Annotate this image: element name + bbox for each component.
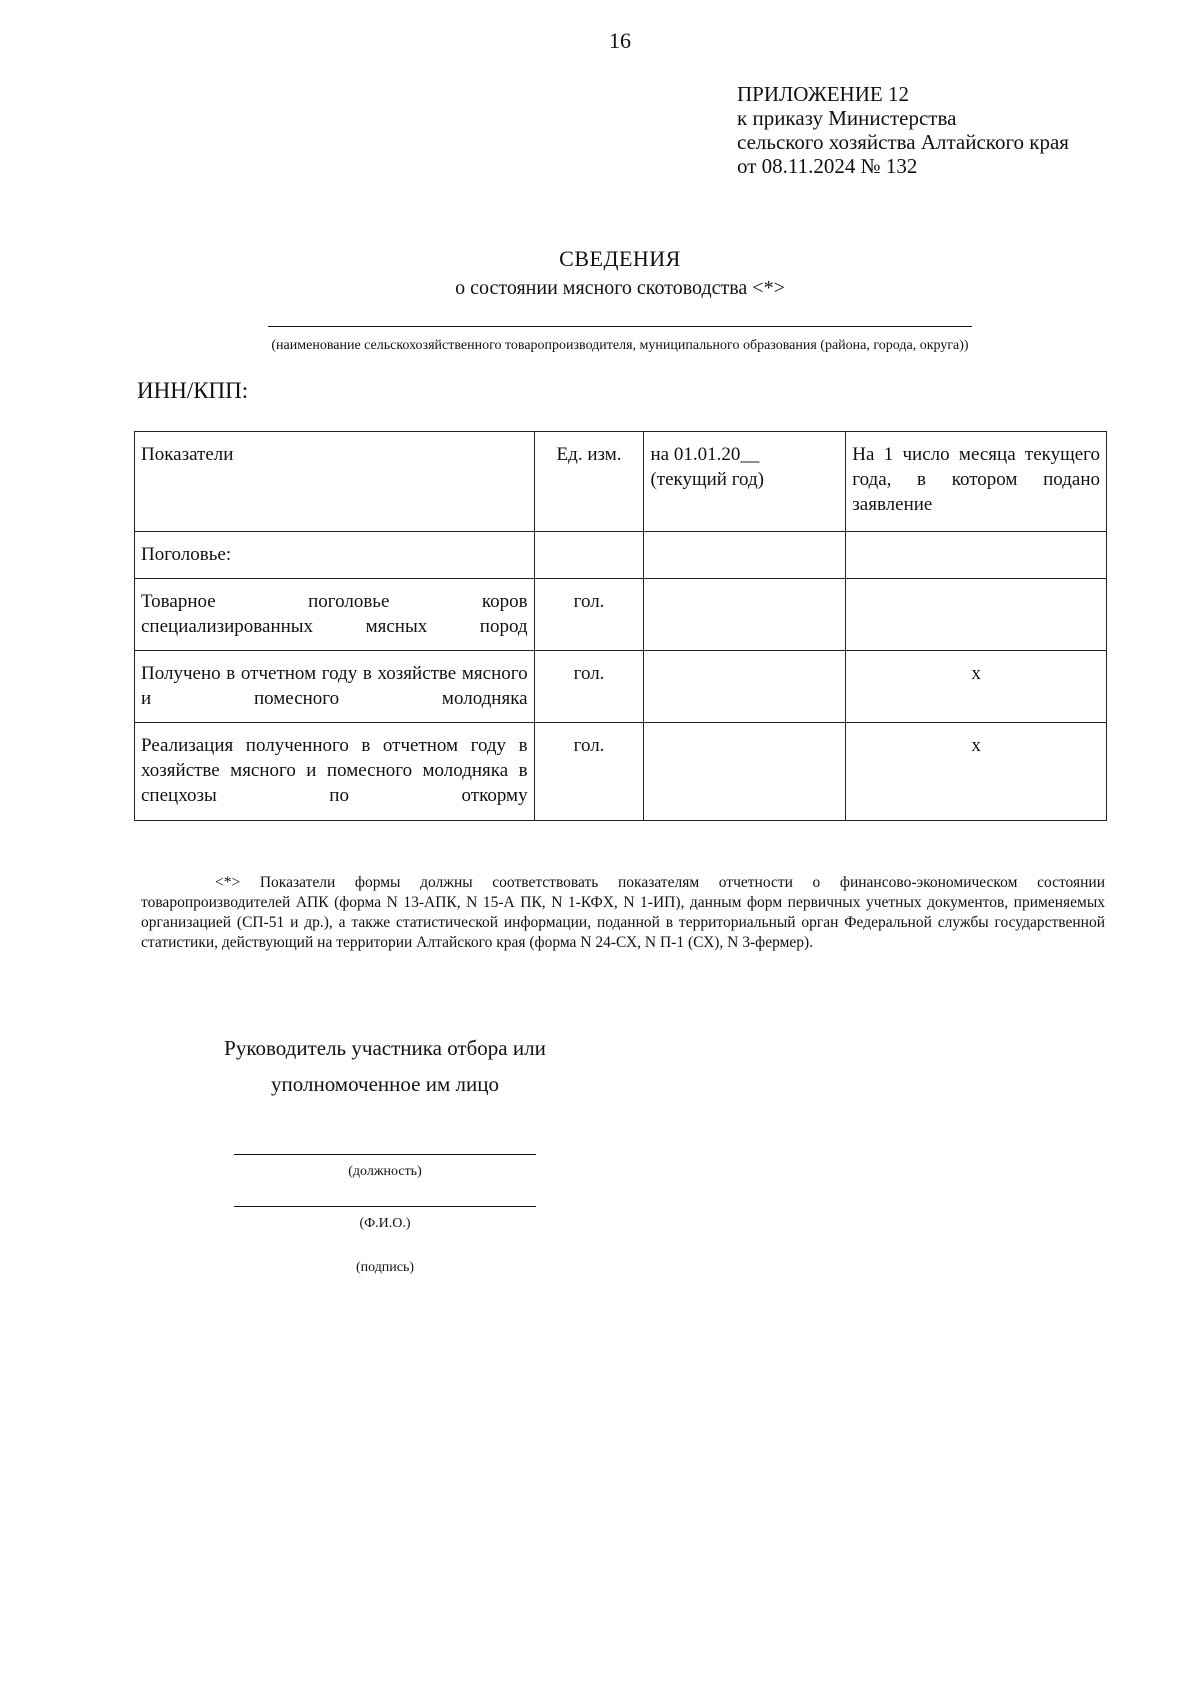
row-indicator: Реализация полученного в отчетном году в хозяйстве мясного и помесного молодняка в спецхозы по откорму (135, 723, 535, 821)
table-row (135, 723, 1107, 821)
row-unit: гол. (534, 579, 644, 651)
document-title: СВЕДЕНИЯ (559, 246, 681, 271)
document-subtitle: о состоянии мясного скотоводства <*> (455, 277, 785, 299)
appendix-order-line: к приказу Министерства (737, 106, 957, 130)
table-row (135, 579, 1107, 651)
header-current-month: На 1 число месяца текущего года, в котором подано заявление (846, 432, 1107, 532)
row-current-month-cell: x (846, 723, 1107, 821)
appendix-title: ПРИЛОЖЕНИЕ 12 (737, 82, 909, 106)
table-row (135, 532, 1107, 579)
signer-heading-line-2: уполномоченное им лицо (271, 1072, 499, 1096)
row-current-month-cell: x (846, 651, 1107, 723)
table-header-row (135, 432, 1107, 532)
row-start-of-year-cell[interactable] (644, 532, 846, 579)
row-current-month-cell[interactable] (846, 532, 1107, 579)
producer-name-caption: (наименование сельскохозяйственного товаропроизводителя, муниципального образования (района, города, округа)) (271, 338, 969, 353)
inn-kpp-label: ИНН/КПП: (137, 378, 249, 403)
row-indicator: Поголовье: (135, 532, 535, 579)
row-unit (534, 532, 644, 579)
appendix-block (737, 82, 1069, 178)
footnote: <*> Показатели формы должны соответствовать показателям отчетности о финансово-экономическом состоянии товаропроизводителей АПК (форма N 13-АПК, N 15-А ПК, N 1-КФХ, N 1-ИП), данным форм первичных учетных документов, применяемых организацией (СП-51 и др.), а также статистической информации, поданной в территориальный орган Федеральной службы государственной статистики, действующий на территории Алтайского края (форма N 24-СХ, N П-1 (СХ), N 3-фермер). (141, 874, 1105, 951)
header-indicators: Показатели (135, 432, 535, 532)
full-name-line[interactable] (234, 1206, 536, 1207)
row-start-of-year-cell[interactable] (644, 651, 846, 723)
signer-heading-line-1: Руководитель участника отбора или (224, 1036, 546, 1060)
position-caption: (должность) (348, 1164, 422, 1179)
page-number: 16 (609, 28, 631, 53)
row-start-of-year-cell[interactable] (644, 579, 846, 651)
full-name-caption: (Ф.И.О.) (359, 1216, 411, 1231)
indicators-table (134, 431, 1107, 821)
row-unit: гол. (534, 723, 644, 821)
signature-caption: (подпись) (355, 1260, 415, 1275)
producer-name-line[interactable] (268, 326, 972, 327)
row-start-of-year-cell[interactable] (644, 723, 846, 821)
row-current-month-cell[interactable] (846, 579, 1107, 651)
row-indicator: Товарное поголовье коров специализированных мясных пород (135, 579, 535, 651)
row-indicator: Получено в отчетном году в хозяйстве мясного и помесного молодняка (135, 651, 535, 723)
signer-heading (190, 1030, 580, 1102)
row-unit: гол. (534, 651, 644, 723)
appendix-ministry-line: сельского хозяйства Алтайского края (737, 130, 1069, 154)
appendix-date-line: от 08.11.2024 № 132 (737, 154, 918, 178)
position-line[interactable] (234, 1154, 536, 1155)
header-start-of-year: на 01.01.20__ (текущий год) (644, 432, 846, 532)
header-unit: Ед. изм. (534, 432, 644, 532)
table-row (135, 651, 1107, 723)
